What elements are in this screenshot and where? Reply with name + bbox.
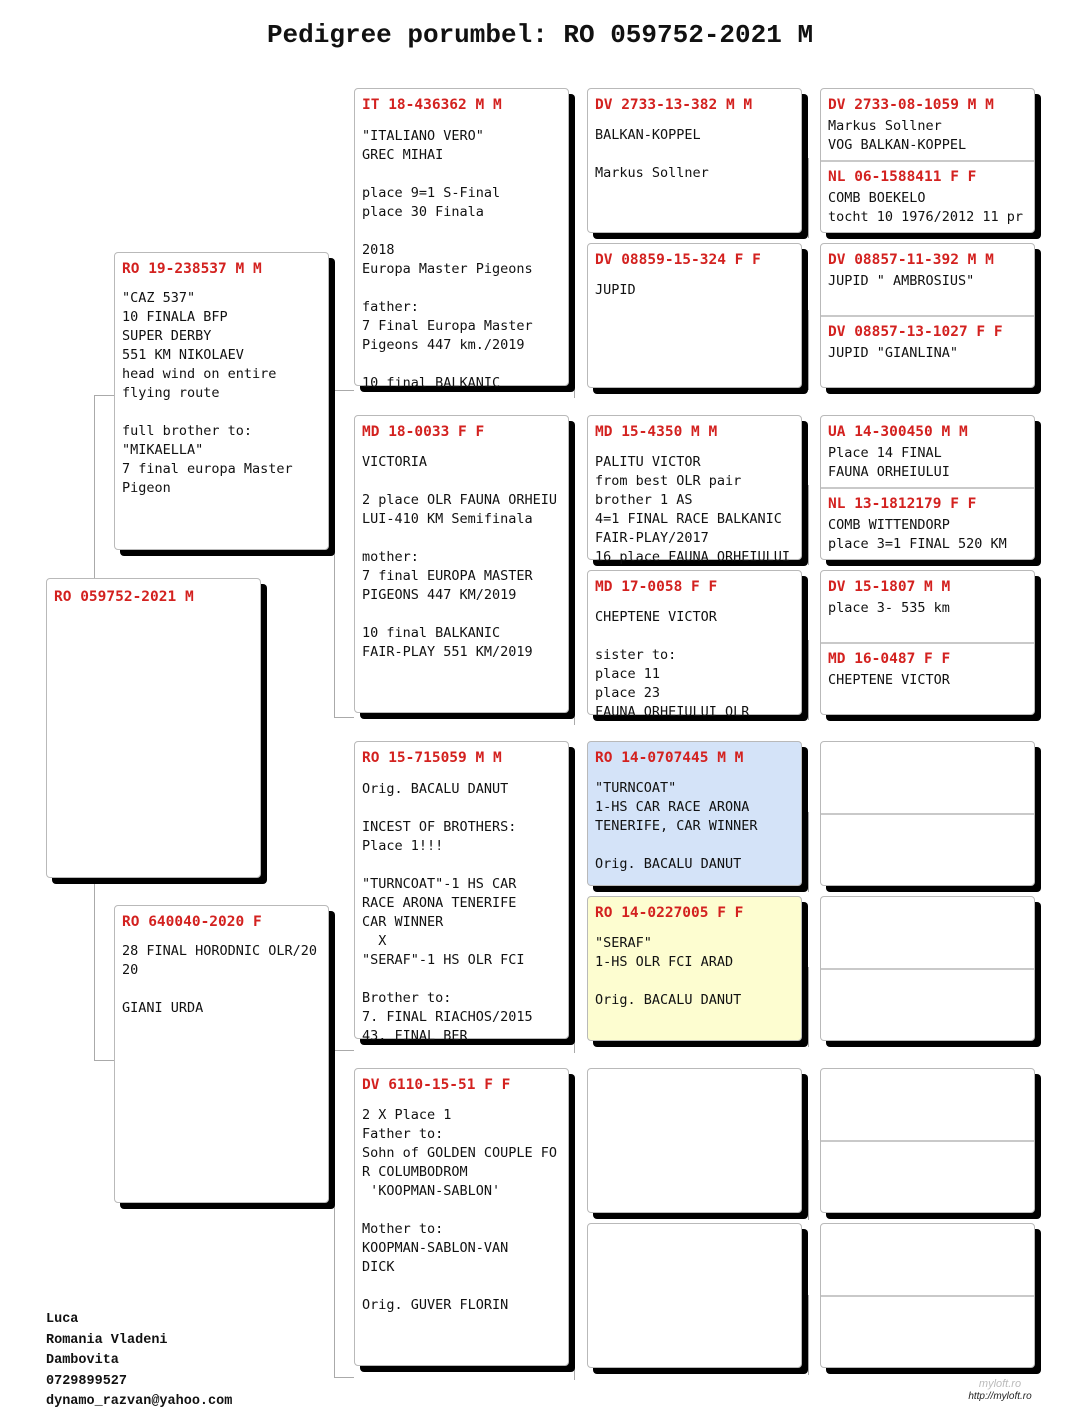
- connector: [334, 1377, 354, 1378]
- mf-sire-card[interactable]: [587, 741, 802, 886]
- ring-number: DV 08857-13-1027 F F: [828, 324, 1003, 340]
- pigeon-notes: CHEPTENE VICTOR sister to: place 11 place 23 FAUNA ORHEIULUI OLR: [595, 609, 750, 720]
- ring-number: RO 059752-2021 M: [54, 589, 194, 605]
- fm-dam-parents-card[interactable]: [820, 570, 1035, 715]
- pigeon-notes: "SERAF" 1-HS OLR FCI ARAD Orig. BACALU DANUT: [595, 935, 742, 1008]
- pigeon-notes: JUPID " AMBROSIUS": [828, 273, 975, 289]
- father-sire-card[interactable]: [354, 88, 569, 391]
- mother-sire-card[interactable]: [354, 741, 569, 1044]
- myloft-logo: myloft.ro: [978, 1378, 1022, 1390]
- divider: [821, 487, 1034, 489]
- pigeon-notes: JUPID "GIANLINA": [828, 345, 959, 361]
- pigeon-notes: "TURNCOAT" 1-HS CAR RACE ARONA TENERIFE, CAR WINNER Orig. BACALU DANUT: [595, 780, 758, 872]
- watermark-link[interactable]: http://myloft.ro: [968, 1391, 1032, 1402]
- mf-sire-parents-card[interactable]: [820, 741, 1035, 886]
- divider: [821, 642, 1034, 644]
- connector: [808, 812, 809, 892]
- connector: [808, 967, 809, 1047]
- ring-number: NL 06-1588411 F F: [828, 169, 977, 185]
- ring-number: DV 08859-15-324 F F: [595, 252, 761, 268]
- pigeon-notes: Place 14 FINAL FAUNA ORHEIULUI: [828, 445, 950, 480]
- connector: [574, 890, 575, 1053]
- ff-sire-card[interactable]: [587, 88, 802, 233]
- connector: [808, 1140, 809, 1220]
- ring-number: MD 16-0487 F F: [828, 651, 951, 667]
- ring-number: DV 2733-13-382 M M: [595, 97, 753, 113]
- ring-number: DV 2733-08-1059 M M: [828, 97, 994, 113]
- breeder-name: Luca: [46, 1312, 79, 1327]
- pigeon-notes: Markus Sollner VOG BALKAN-KOPPEL: [828, 118, 967, 153]
- connector: [334, 390, 335, 717]
- father-card[interactable]: [114, 252, 329, 550]
- breeder-region: Dambovita: [46, 1353, 119, 1368]
- pigeon-notes: CHEPTENE VICTOR: [828, 672, 950, 688]
- ring-number: NL 13-1812179 F F: [828, 496, 977, 512]
- pigeon-notes: 2 X Place 1 Father to: Sohn of GOLDEN COUPLE FO R COLUMBODROM 'KOOPMAN-SABLON' Mother to: KOOPMAN-SABLON-VAN DICK Orig. GUVER FLORIN: [362, 1107, 558, 1313]
- connector: [574, 562, 575, 725]
- connector: [808, 158, 809, 238]
- ring-number: DV 6110-15-51 F F: [362, 1077, 511, 1093]
- breeder-contact: [46, 1310, 232, 1413]
- pigeon-notes: COMB WITTENDORP place 3=1 FINAL 520 KM: [828, 517, 1007, 552]
- ring-number: MD 15-4350 M M: [595, 424, 718, 440]
- ring-number: IT 18-436362 M M: [362, 97, 502, 113]
- pigeon-notes: "CAZ 537" 10 FINALA BFP SUPER DERBY 551 KM NIKOLAEV head wind on entire flying route full brother to: "MIKAELLA" 7 final europa Master Pigeon: [122, 290, 293, 496]
- ring-number: UA 14-300450 M M: [828, 424, 968, 440]
- pigeon-notes: BALKAN-KOPPEL Markus Sollner: [595, 127, 709, 181]
- connector: [574, 1217, 575, 1380]
- connector: [808, 1295, 809, 1375]
- divider: [821, 1140, 1034, 1142]
- mf-dam-parents-card[interactable]: [820, 896, 1035, 1041]
- ff-dam-card[interactable]: [587, 243, 802, 388]
- pigeon-notes: place 3- 535 km: [828, 600, 950, 616]
- pigeon-notes: Orig. BACALU DANUT INCEST OF BROTHERS: Place 1!!! "TURNCOAT"-1 HS CAR RACE ARONA TENERIFE CAR WINNER X "SERAF"-1 HS OLR FCI Brother to: 7. FINAL RIACHOS/2015 43. FINAL BER: [362, 781, 533, 1044]
- connector: [334, 390, 354, 391]
- ring-number: RO 19-238537 M M: [122, 261, 262, 277]
- connector: [334, 717, 354, 718]
- fm-dam-card[interactable]: [587, 570, 802, 720]
- ring-number: RO 14-0707445 M M: [595, 750, 744, 766]
- divider: [821, 315, 1034, 317]
- connector: [574, 235, 575, 398]
- fm-sire-card[interactable]: [587, 415, 802, 565]
- pigeon-notes: 28 FINAL HORODNIC OLR/20 20 GIANI URDA: [122, 943, 318, 1016]
- mm-sire-card[interactable]: [587, 1068, 802, 1213]
- ff-sire-parents-card[interactable]: [820, 88, 1035, 233]
- divider: [821, 1295, 1034, 1297]
- pigeon-notes: COMB BOEKELO tocht 10 1976/2012 11 pr: [828, 190, 1024, 225]
- page-title: Pedigree porumbel: RO 059752-2021 M: [266, 20, 814, 50]
- connector: [808, 640, 809, 720]
- connector: [334, 1050, 335, 1377]
- subject-card[interactable]: [46, 578, 261, 878]
- mm-sire-parents-card[interactable]: [820, 1068, 1035, 1213]
- pigeon-notes: VICTORIA 2 place OLR FAUNA ORHEIU LUI-410 KM Semifinala mother: 7 final EUROPA MASTER PIGEONS 447 KM/2019 10 final BALKANIC FAIR-PLAY 551 KM/2019: [362, 454, 558, 660]
- ring-number: MD 17-0058 F F: [595, 579, 718, 595]
- breeder-location: Romania Vladeni: [46, 1332, 168, 1348]
- mother-dam-card[interactable]: [354, 1068, 569, 1366]
- breeder-email[interactable]: dynamo_razvan@yahoo.com: [46, 1394, 233, 1409]
- mm-dam-parents-card[interactable]: [820, 1223, 1035, 1368]
- ring-number: DV 15-1807 M M: [828, 579, 951, 595]
- mother-card[interactable]: [114, 905, 329, 1203]
- mm-dam-card[interactable]: [587, 1223, 802, 1368]
- ring-number: MD 18-0033 F F: [362, 424, 485, 440]
- pigeon-notes: PALITU VICTOR from best OLR pair brother 1 AS 4=1 FINAL RACE BALKANIC FAIR-PLAY/2017 16 place FAUNA ORHEIULUI: [595, 454, 791, 565]
- pigeon-notes: "ITALIANO VERO" GREC MIHAI place 9=1 S-Final place 30 Finala 2018 Europa Master Pigeons father: 7 Final Europa Master Pigeons 447 km./2019 10 final BALKANIC: [362, 128, 533, 391]
- fm-sire-parents-card[interactable]: [820, 415, 1035, 560]
- divider: [821, 160, 1034, 162]
- watermark: [960, 1378, 1040, 1402]
- breeder-phone: 0729899527: [46, 1373, 128, 1389]
- ring-number: RO 640040-2020 F: [122, 914, 262, 930]
- divider: [821, 968, 1034, 970]
- connector: [94, 1060, 114, 1061]
- ring-number: RO 14-0227005 F F: [595, 905, 744, 921]
- father-dam-card[interactable]: [354, 415, 569, 713]
- ring-number: RO 15-715059 M M: [362, 750, 502, 766]
- ff-dam-parents-card[interactable]: [820, 243, 1035, 388]
- connector: [94, 395, 114, 396]
- connector: [808, 485, 809, 565]
- divider: [821, 813, 1034, 815]
- connector: [808, 310, 809, 390]
- connector: [334, 1050, 354, 1051]
- pigeon-notes: JUPID: [595, 282, 636, 298]
- mf-dam-card[interactable]: [587, 896, 802, 1041]
- ring-number: DV 08857-11-392 M M: [828, 252, 994, 268]
